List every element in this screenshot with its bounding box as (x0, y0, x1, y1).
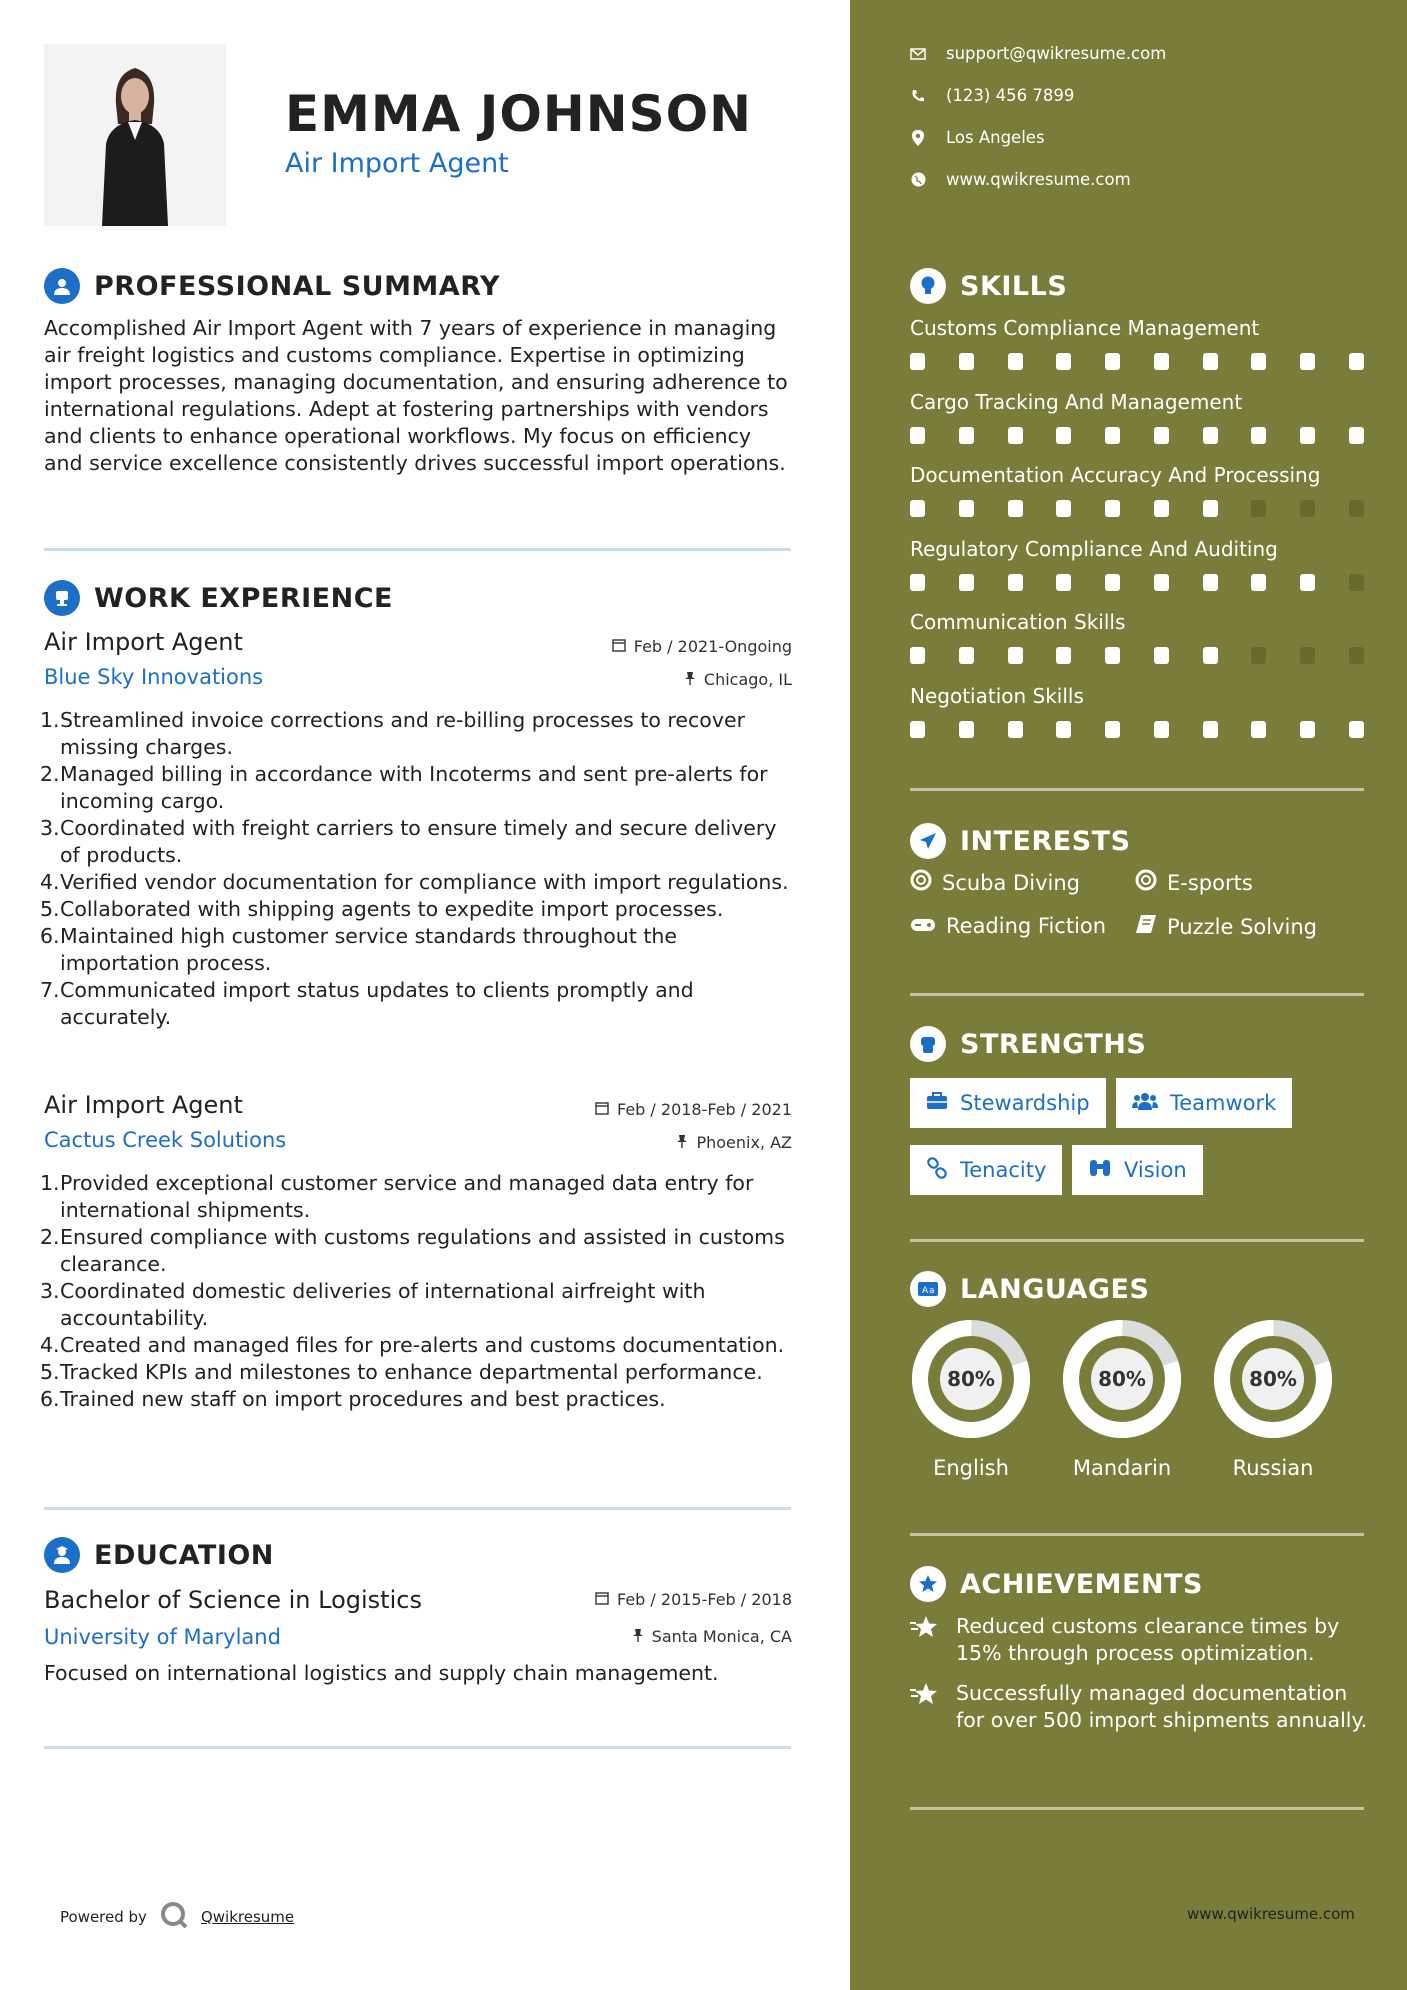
job-date: Feb / 2021-Ongoing (612, 637, 792, 656)
users-icon (1132, 1091, 1158, 1115)
list-item: 5. Tracked KPIs and milestones to enhance departmental performance. (40, 1360, 763, 1384)
skill-dot (910, 500, 925, 517)
skill-dot (1300, 353, 1315, 370)
skill-rating (910, 353, 1364, 370)
book-icon (1135, 914, 1157, 939)
interest-item: Scuba Diving (910, 869, 1080, 896)
skill-dot (1105, 721, 1120, 738)
calendar-icon (595, 1590, 609, 1609)
skill-dot (1105, 353, 1120, 370)
skill-dot (1203, 353, 1218, 370)
skill-dot (1008, 721, 1023, 738)
skill-name: Documentation Accuracy And Processing (910, 463, 1321, 487)
interest-item: E-sports (1135, 869, 1253, 896)
pin-icon (632, 1627, 644, 1646)
list-item: 5. Collaborated with shipping agents to expedite import processes. (40, 897, 724, 921)
skill-dot (1008, 647, 1023, 664)
experience-title: WORK EXPERIENCE (94, 582, 393, 614)
contact-email[interactable]: support@qwikresume.com (910, 44, 1166, 63)
education-date: Feb / 2015-Feb / 2018 (595, 1590, 792, 1609)
skill-name: Customs Compliance Management (910, 316, 1260, 340)
briefcase-icon (926, 1091, 948, 1115)
skill-dot (1056, 721, 1071, 738)
language-name: Mandarin (1072, 1456, 1172, 1480)
lightbulb-icon (910, 268, 946, 304)
language-item (1061, 1318, 1183, 1480)
skill-dot (959, 427, 974, 444)
language-name: Russian (1232, 1456, 1314, 1480)
contact-website[interactable]: www.qwikresume.com (910, 170, 1131, 189)
job-company: Blue Sky Innovations (44, 665, 264, 689)
strengths-title: STRENGTHS (960, 1028, 1147, 1060)
languages-heading (910, 1271, 1149, 1307)
skill-dot (1251, 721, 1266, 738)
skill-dot (1203, 721, 1218, 738)
language-item (1212, 1318, 1334, 1480)
list-item: 1. Streamlined invoice corrections and re-billing processes to recover missing charges. (40, 708, 746, 759)
summary-title: PROFESSIONAL SUMMARY (94, 270, 501, 302)
skills-heading (910, 268, 1067, 304)
divider (910, 1533, 1364, 1536)
map-pin-icon (910, 130, 926, 146)
strength-badge: Stewardship (910, 1078, 1106, 1128)
education-description: Focused on international logistics and supply chain management. (44, 1661, 719, 1685)
skill-dot (1251, 353, 1266, 370)
skill-dot (910, 647, 925, 664)
language-percent: 80% (1098, 1367, 1146, 1391)
pin-icon (676, 1133, 688, 1152)
skill-dot (1251, 427, 1266, 444)
interests-heading (910, 823, 1131, 859)
job-title: Air Import Agent (44, 628, 243, 656)
job-bullets (40, 707, 800, 1031)
skill-dot (1008, 574, 1023, 591)
achievement-item: Reduced customs clearance times by 15% through process optimization. (910, 1613, 1370, 1667)
skill-name: Cargo Tracking And Management (910, 389, 1243, 414)
school: University of Maryland (44, 1625, 281, 1649)
experience-heading (44, 580, 393, 616)
skill-dot (1300, 647, 1315, 664)
skill-dot (910, 574, 925, 591)
skill-dot (910, 721, 925, 738)
skill-dot (959, 721, 974, 738)
globe-icon (910, 172, 926, 188)
list-item: 3. Coordinated domestic deliveries of international airfreight with accountability. (40, 1279, 706, 1330)
skill-dot (1300, 721, 1315, 738)
strengths-heading (910, 1026, 1146, 1062)
interest-item: Reading Fiction (910, 914, 1106, 938)
skill-dot (959, 353, 974, 370)
list-item: 4. Verified vendor documentation for compliance with import regulations. (40, 870, 789, 894)
briefcase-icon (44, 580, 80, 616)
star-icon (910, 1680, 942, 1734)
life-ring-icon (1135, 869, 1157, 896)
language-percent: 80% (1249, 1367, 1297, 1391)
skill-dot (1154, 574, 1169, 591)
skill-name: Regulatory Compliance And Auditing (910, 536, 1278, 561)
skill-dot (1056, 427, 1071, 444)
list-item: 2. Managed billing in accordance with Incoterms and sent pre-alerts for incoming cargo. (40, 762, 768, 813)
language-item (910, 1318, 1032, 1480)
skill-dot (1203, 500, 1218, 517)
skill-dot (959, 500, 974, 517)
skill-dot (1056, 647, 1071, 664)
calendar-icon (595, 1100, 609, 1119)
skill-dot (1300, 500, 1315, 517)
interest-item: Puzzle Solving (1135, 914, 1317, 939)
skill-dot (1105, 647, 1120, 664)
language-progress-ring (910, 1318, 1032, 1440)
contact-location: Los Angeles (910, 128, 1045, 147)
education-heading (44, 1537, 274, 1573)
language-name: English (933, 1456, 1009, 1480)
contact-phone[interactable]: (123) 456 7899 (910, 86, 1074, 105)
summary-text: Accomplished Air Import Agent with 7 years of experience in managing air freight logistics and customs compliance. Expertise in optimizing import processes, managing documentation, and ensuring adherence to international regulations. Adept at fostering partnerships with vendors and clients to enhance operational workflows. My focus on efficiency and service excellence consistently drives successful import operations. (44, 316, 788, 475)
skill-rating (910, 647, 1364, 664)
skill-dot (1008, 353, 1023, 370)
list-item: 4. Created and managed files for pre-alerts and customs documentation. (40, 1333, 785, 1357)
skill-dot (959, 574, 974, 591)
skill-dot (1154, 427, 1169, 444)
skill-dot (1203, 574, 1218, 591)
calendar-icon (612, 637, 626, 656)
language-progress-ring (1061, 1318, 1183, 1440)
skill-dot (1154, 353, 1169, 370)
binoculars-icon (1088, 1158, 1112, 1183)
skill-dot (1154, 500, 1169, 517)
qwikresume-logo-icon (159, 1900, 189, 1934)
skill-name: Communication Skills (910, 610, 1126, 634)
skill-rating (910, 574, 1364, 591)
divider (910, 788, 1364, 791)
job-location: Chicago, IL (684, 670, 792, 689)
svg-text:A: A (922, 1286, 929, 1296)
svg-text:a: a (929, 1286, 935, 1296)
divider (910, 993, 1364, 996)
education-location: Santa Monica, CA (632, 1627, 792, 1646)
job-bullets (40, 1170, 800, 1413)
skills-title: SKILLS (960, 270, 1068, 302)
skill-dot (1300, 574, 1315, 591)
user-icon (44, 268, 80, 304)
degree: Bachelor of Science in Logistics (44, 1586, 422, 1614)
skill-dot (1105, 500, 1120, 517)
strength-badge: Tenacity (910, 1145, 1062, 1195)
powered-by: Powered by Qwikresume (60, 1900, 294, 1934)
pin-icon (684, 670, 696, 689)
star-badge-icon (910, 1566, 946, 1602)
list-item: 2. Ensured compliance with customs regulations and assisted in customs clearance. (40, 1225, 785, 1276)
languages-title: LANGUAGES (960, 1273, 1150, 1305)
achievements-heading (910, 1566, 1203, 1602)
star-icon (910, 1613, 942, 1667)
strength-badge: Teamwork (1116, 1078, 1292, 1128)
list-item: 1. Provided exceptional customer service and managed data entry for international shipments. (40, 1171, 754, 1222)
divider (44, 548, 791, 551)
skill-dot (1251, 500, 1266, 517)
skill-rating (910, 427, 1364, 444)
brand-link[interactable]: Qwikresume (200, 1908, 295, 1926)
list-item: 3. Coordinated with freight carriers to ensure timely and secure delivery of products. (40, 816, 777, 867)
achievement-item: Successfully managed documentation for over 500 import shipments annually. (910, 1680, 1370, 1734)
education-title: EDUCATION (94, 1539, 274, 1571)
language-percent: 80% (947, 1367, 995, 1391)
candidate-role: Air Import Agent (285, 148, 509, 179)
skill-dot (1349, 353, 1364, 370)
paper-plane-icon (910, 823, 946, 859)
skill-dot (959, 647, 974, 664)
divider (910, 1807, 1364, 1810)
summary-heading (44, 268, 500, 304)
skill-dot (1008, 427, 1023, 444)
profile-photo (44, 44, 226, 226)
graduation-icon (44, 1537, 80, 1573)
interests-title: INTERESTS (960, 825, 1131, 857)
life-ring-icon (910, 869, 932, 896)
skill-dot (1008, 500, 1023, 517)
skill-dot (1349, 427, 1364, 444)
phone-icon (910, 88, 926, 104)
footer-website[interactable]: www.qwikresume.com (1187, 1905, 1355, 1923)
list-item: 6. Trained new staff on import procedures and best practices. (40, 1387, 666, 1411)
list-item: 6. Maintained high customer service standards throughout the importation process. (40, 924, 677, 975)
skill-dot (1251, 574, 1266, 591)
job-company: Cactus Creek Solutions (44, 1128, 287, 1152)
divider (44, 1746, 791, 1749)
skill-dot (1300, 427, 1315, 444)
skill-dot (1056, 500, 1071, 517)
skill-dot (1154, 721, 1169, 738)
skill-dot (1349, 647, 1364, 664)
skill-dot (1349, 721, 1364, 738)
achievements-title: ACHIEVEMENTS (960, 1568, 1203, 1600)
skill-dot (1203, 647, 1218, 664)
skill-dot (910, 427, 925, 444)
skill-dot (1105, 427, 1120, 444)
skill-dot (910, 353, 925, 370)
skill-dot (1056, 353, 1071, 370)
job-location: Phoenix, AZ (676, 1133, 792, 1152)
list-item: 7. Communicated import status updates to clients promptly and accurately. (40, 978, 694, 1029)
job-title: Air Import Agent (44, 1091, 243, 1119)
link-icon (926, 1157, 948, 1184)
skill-dot (1056, 574, 1071, 591)
strength-badge: Vision (1072, 1145, 1203, 1195)
skill-dot (1251, 647, 1266, 664)
language-progress-ring (1212, 1318, 1334, 1440)
skill-dot (1349, 574, 1364, 591)
divider (910, 1239, 1364, 1242)
gamepad-icon (910, 914, 936, 938)
skill-dot (1154, 647, 1169, 664)
skill-rating (910, 500, 1364, 517)
skill-dot (1105, 574, 1120, 591)
skill-name: Negotiation Skills (910, 683, 1084, 708)
envelope-icon (910, 46, 926, 62)
skill-rating (910, 721, 1364, 738)
divider (44, 1507, 791, 1510)
skill-dot (1349, 500, 1364, 517)
language-icon (910, 1271, 946, 1307)
job-date: Feb / 2018-Feb / 2021 (595, 1100, 792, 1119)
skill-dot (1203, 427, 1218, 444)
candidate-name: EMMA JOHNSON (285, 85, 752, 143)
fist-icon (910, 1026, 946, 1062)
